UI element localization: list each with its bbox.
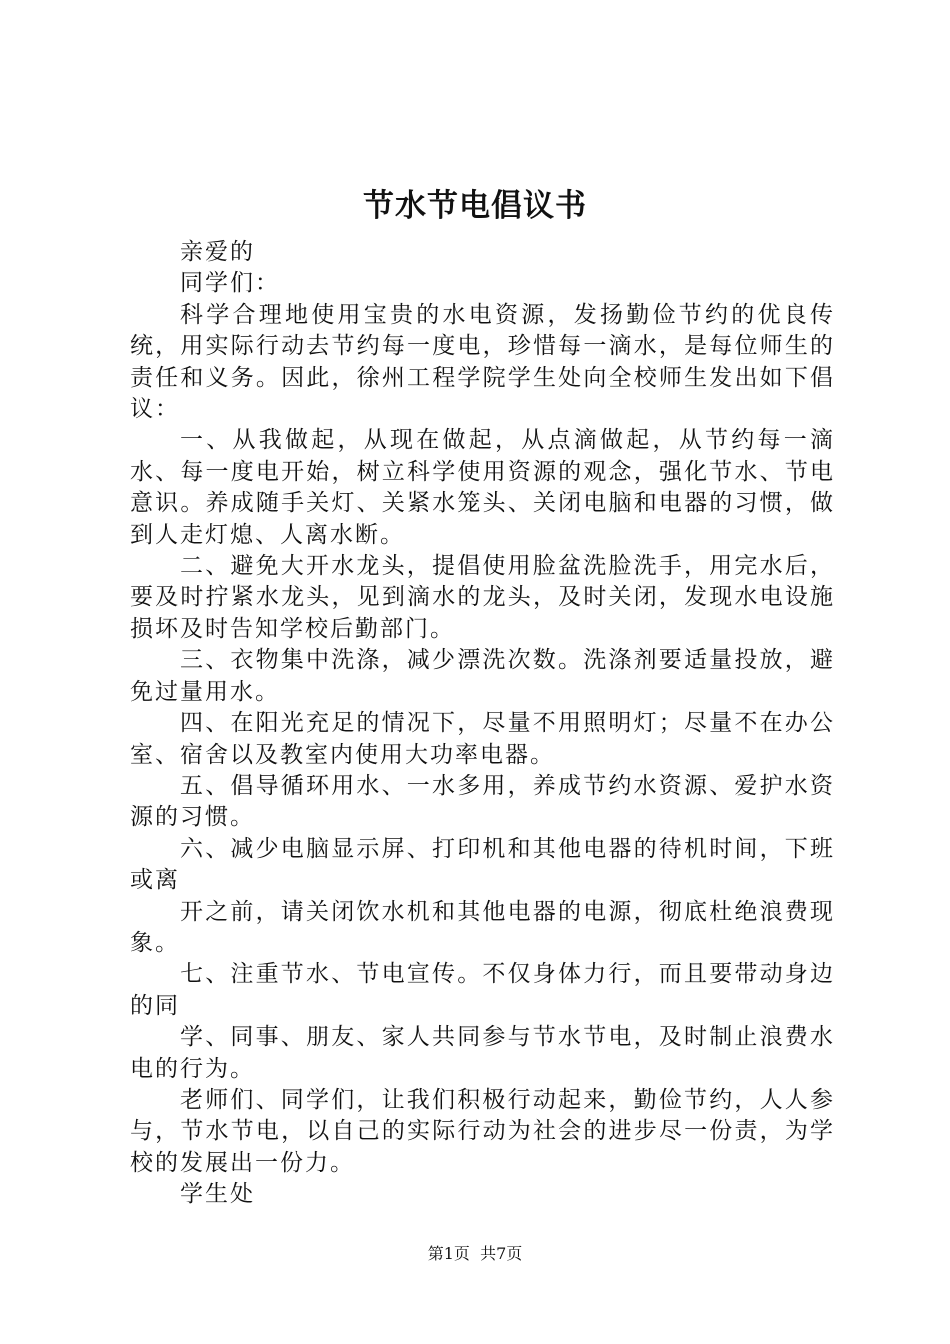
proposal-item-7-continued: 学、同事、朋友、家人共同参与节水节电，及时制止浪费水电的行为。: [130, 1024, 835, 1082]
proposal-item-2: 二、避免大开水龙头，提倡使用脸盆洗脸洗手，用完水后，要及时拧紧水龙头，见到滴水的龙头，及时关闭，发现水电设施损坏及时告知学校后勤部门。: [130, 553, 835, 642]
proposal-item-4: 四、在阳光充足的情况下，尽量不用照明灯；尽量不在办公室、宿舍以及教室内使用大功率电器。: [130, 710, 835, 768]
page-footer: [0, 1244, 950, 1264]
intro-paragraph: 科学合理地使用宝贵的水电资源，发扬勤俭节约的优良传统，用实际行动去节约每一度电，珍惜每一滴水，是每位师生的责任和义务。因此，徐州工程学院学生处向全校师生发出如下倡议：: [130, 301, 835, 423]
total-pages: 7: [496, 1244, 507, 1263]
page-mid: 页 共: [453, 1244, 497, 1263]
page-prefix: 第: [427, 1244, 444, 1263]
salutation-line-1: 亲爱的: [180, 239, 255, 265]
document-body: [130, 237, 835, 1211]
proposal-item-6-continued: 开之前，请关闭饮水机和其他电器的电源，彻底杜绝浪费现象。: [130, 898, 835, 956]
page-number: 1: [443, 1244, 454, 1263]
page-suffix: 页: [506, 1244, 523, 1263]
salutation-line-2: 同学们：: [180, 270, 280, 297]
proposal-item-5: 五、倡导循环用水、一水多用，养成节约水资源、爱护水资源的习惯。: [130, 772, 835, 831]
closing-paragraph: 老师们、同学们，让我们积极行动起来，勤俭节约，人人参与，节水节电，以自己的实际行动为社会的进步尽一份责，为学校的发展出一份力。: [130, 1086, 835, 1176]
signature: 学生处: [180, 1181, 255, 1208]
document-title: 节水节电倡议书: [363, 188, 587, 224]
proposal-item-7: 七、注重节水、节电宣传。不仅身体力行，而且要带动身边的同: [130, 961, 835, 1019]
proposal-item-1: 一、从我做起，从现在做起，从点滴做起，从节约每一滴水、每一度电开始，树立科学使用资源的观念，强化节水、节电意识。养成随手关灯、关紧水笼头、关闭电脑和电器的习惯，做到人走灯熄、人离水断。: [130, 427, 835, 548]
proposal-item-3: 三、衣物集中洗涤，减少漂洗次数。洗涤剂要适量投放，避免过量用水。: [130, 647, 835, 705]
proposal-item-6: 六、减少电脑显示屏、打印机和其他电器的待机时间，下班或离: [130, 835, 835, 894]
